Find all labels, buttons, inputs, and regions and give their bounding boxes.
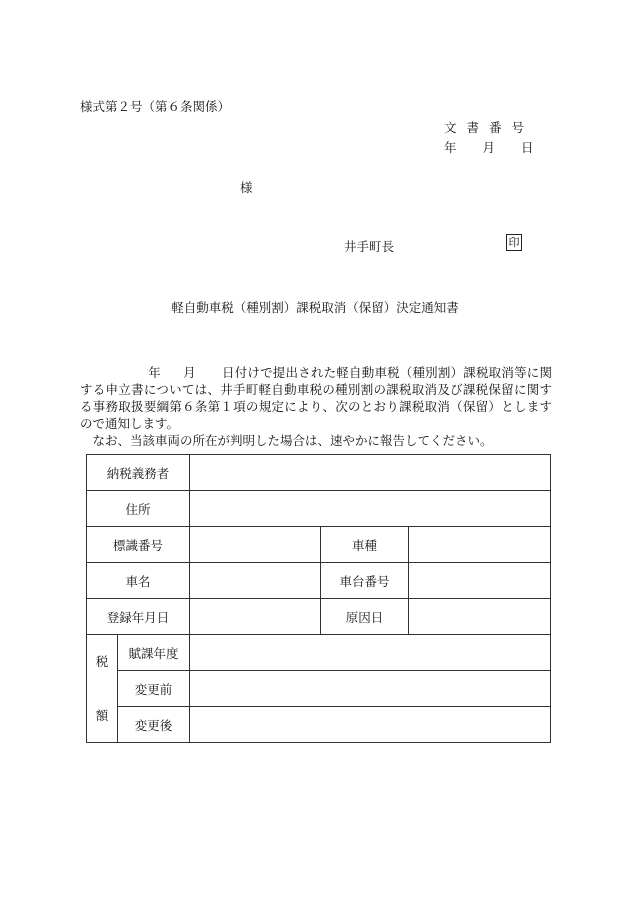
issuer-title: 井手町長 — [344, 239, 395, 254]
cause-date-label: 原因日 — [321, 599, 409, 635]
address-label: 住所 — [87, 491, 190, 527]
table-row — [87, 563, 551, 599]
cause-date-value — [409, 599, 551, 635]
date-line: 年 月 日 — [444, 140, 534, 155]
paragraph-2-text: なお、当該車両の所在が判明した場合は、速やかに報告してください。 — [92, 433, 493, 448]
chassis-number-label: 車台番号 — [321, 563, 409, 599]
vehicle-type-label: 車種 — [321, 527, 409, 563]
registration-date-value — [190, 599, 321, 635]
address-value — [190, 491, 551, 527]
vehicle-name-value — [190, 563, 321, 599]
seal-mark: 印 — [506, 234, 522, 251]
vehicle-name-label: 車名 — [87, 563, 190, 599]
recipient-honorific: 様 — [240, 180, 253, 195]
table-row — [87, 707, 551, 743]
tax-amount-label — [87, 635, 118, 743]
vehicle-info-table — [86, 454, 551, 743]
table-row — [87, 599, 551, 635]
document-title: 軽自動車税（種別割）課税取消（保留）決定通知書 — [171, 300, 459, 315]
document-number-label: 文書番号 — [444, 120, 535, 135]
notice-paragraph-2 — [80, 432, 552, 449]
before-change-label: 変更前 — [118, 671, 190, 707]
table-row — [87, 455, 551, 491]
year-label: 年 — [148, 365, 161, 380]
taxpayer-value — [190, 455, 551, 491]
table-row — [87, 491, 551, 527]
plate-number-label: 標識番号 — [87, 527, 190, 563]
registration-date-label: 登録年月日 — [87, 599, 190, 635]
table-row — [87, 527, 551, 563]
paragraph-1-text: 日付けで提出された軽自動車税（種別割）課税取消等に関する申立書については、井手町軽自動車税の種別割の課税取消及び課税保留に関する事務取扱要綱第６条第１項の規定により、次のとおり課税取消（保留）としますので通知します。 — [80, 365, 552, 431]
after-change-value — [190, 707, 551, 743]
tax-amount-top: 税 — [95, 653, 109, 669]
before-change-value — [190, 671, 551, 707]
tax-amount-bottom: 額 — [95, 707, 109, 723]
chassis-number-value — [409, 563, 551, 599]
notice-paragraph-1 — [80, 364, 552, 432]
form-number: 様式第２号（第６条関係） — [80, 99, 231, 114]
assessment-year-value — [190, 635, 551, 671]
notice-body — [80, 364, 552, 449]
month-label: 月 — [182, 365, 196, 380]
plate-number-value — [190, 527, 321, 563]
table-row — [87, 635, 551, 671]
table-row — [87, 671, 551, 707]
assessment-year-label: 賦課年度 — [118, 635, 190, 671]
taxpayer-label: 納税義務者 — [87, 455, 190, 491]
after-change-label: 変更後 — [118, 707, 190, 743]
vehicle-type-value — [409, 527, 551, 563]
